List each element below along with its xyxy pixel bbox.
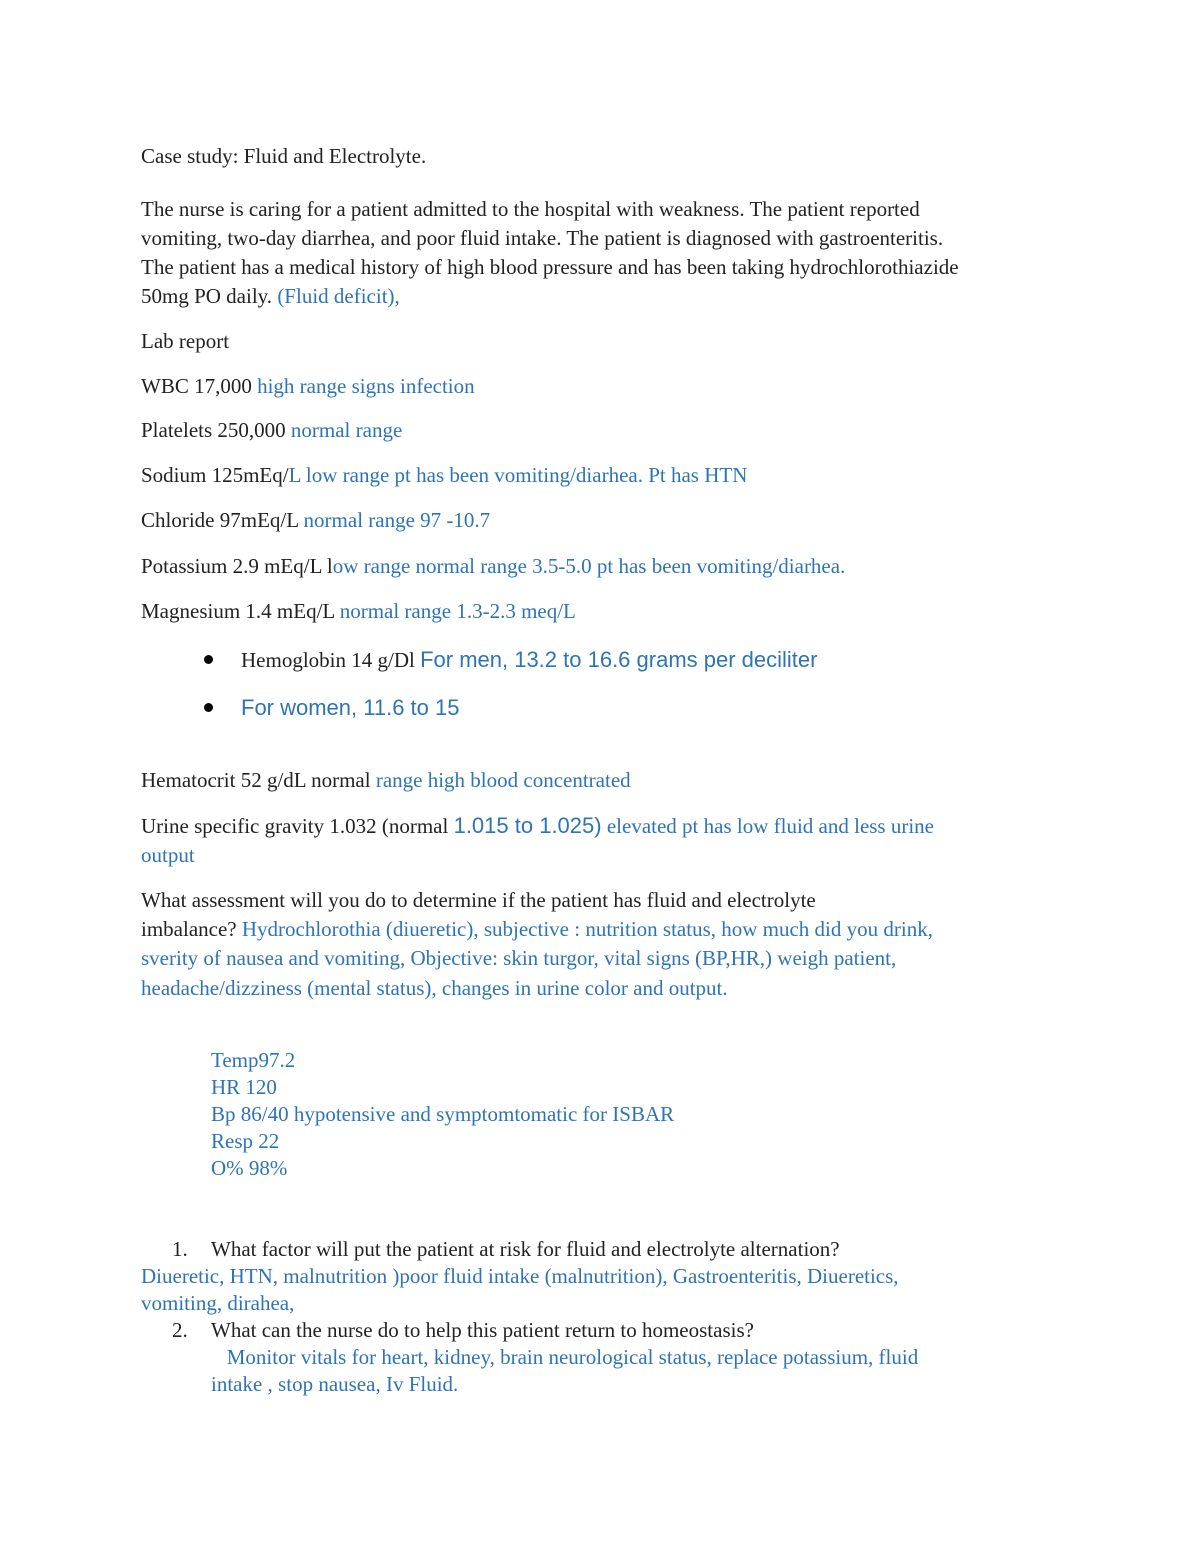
lab-note: For men, 13.2 to 16.6 grams per deciliter	[420, 647, 818, 672]
question-number: 2.	[172, 1318, 188, 1342]
document-title: Case study: Fluid and Electrolyte.	[141, 144, 427, 168]
answer-2-line-1: Monitor vitals for heart, kidney, brain neurological status, replace potassium, fluid	[211, 1345, 919, 1369]
lab-label: Magnesium 1.4 mEq/L	[141, 599, 340, 623]
lab-label: Urine specific gravity 1.032 (normal	[141, 814, 454, 838]
lab-note: range high blood concentrated	[375, 768, 631, 792]
lab-note: normal range 1.3-2.3 meq/L	[339, 599, 576, 623]
intro-text: 50mg PO daily.	[141, 284, 278, 308]
lab-note: high range signs infection	[257, 374, 475, 398]
lab-note: ow range normal range 3.5-5.0 pt has been vomiting/diarhea.	[332, 554, 846, 578]
intro-line-3: The patient has a medical history of high blood pressure and has been taking hydrochlorothiazide	[141, 255, 959, 279]
question-1: What factor will put the patient at risk for fluid and electrolyte alternation?	[211, 1237, 840, 1261]
lab-note: normal range	[290, 418, 403, 442]
lab-label: Hematocrit 52 g/dL normal	[141, 768, 376, 792]
vital-temp: Temp97.2	[211, 1048, 296, 1072]
lab-label: Platelets 250,000	[141, 418, 291, 442]
answer-1-line-2: vomiting, dirahea,	[141, 1291, 295, 1315]
lab-urine-cont: output	[141, 843, 195, 867]
vital-o2: O% 98%	[211, 1156, 288, 1180]
intro-line-2: vomiting, two-day diarrhea, and poor fluid intake. The patient is diagnosed with gastroenteritis.	[141, 226, 944, 250]
lab-hemoglobin	[241, 645, 818, 675]
lab-urine	[141, 811, 934, 841]
vital-resp: Resp 22	[211, 1129, 280, 1153]
lab-potassium	[141, 552, 845, 581]
lab-note: elevated pt has low fluid and less urine	[601, 814, 935, 838]
vital-hr: HR 120	[211, 1075, 277, 1099]
assessment-answer-3: headache/dizziness (mental status), changes in urine color and output.	[141, 976, 728, 1000]
lab-sodium	[141, 461, 747, 490]
answer-1-line-1: Diueretic, HTN, malnutrition )poor fluid intake (malnutrition), Gastroenteritis, Diueretics,	[141, 1264, 899, 1288]
bullet-icon	[204, 703, 213, 712]
assessment-question-end: imbalance?	[141, 917, 242, 941]
lab-chloride	[141, 506, 490, 535]
lab-label: Sodium 125mEq/	[141, 463, 289, 487]
lab-wbc	[141, 372, 475, 401]
vital-bp: Bp 86/40 hypotensive and symptomtomatic for ISBAR	[211, 1102, 675, 1126]
lab-platelets	[141, 416, 402, 445]
lab-range: 1.015 to 1.025)	[453, 813, 602, 838]
lab-label: Potassium 2.9 mEq/L l	[141, 554, 333, 578]
intro-line-4	[141, 282, 400, 311]
lab-label: Chloride 97mEq/L	[141, 508, 304, 532]
lab-note: L low range pt has been vomiting/diarhea. Pt has HTN	[288, 463, 748, 487]
bullet-icon	[204, 655, 213, 664]
assessment-answer-2: sverity of nausea and vomiting, Objective: skin turgor, vital signs (BP,HR,) weigh patient,	[141, 946, 897, 970]
lab-hematocrit	[141, 766, 631, 795]
lab-note: normal range 97 -10.7	[303, 508, 491, 532]
answer-2-line-2: intake , stop nausea, Iv Fluid.	[211, 1372, 459, 1396]
lab-label: Hemoglobin 14 g/Dl	[241, 648, 421, 672]
assessment-line-2	[141, 915, 933, 944]
assessment-answer: Hydrochlorothia (diueretic), subjective : nutrition status, how much did you drink,	[241, 917, 933, 941]
question-2: What can the nurse do to help this patient return to homeostasis?	[211, 1318, 754, 1342]
intro-line-1: The nurse is caring for a patient admitted to the hospital with weakness. The patient reported	[141, 197, 920, 221]
intro-answer: (Fluid deficit),	[277, 284, 400, 308]
lab-heading: Lab report	[141, 329, 230, 353]
lab-hemoglobin-women: For women, 11.6 to 15	[241, 695, 460, 720]
lab-label: WBC 17,000	[141, 374, 258, 398]
question-number: 1.	[172, 1237, 188, 1261]
lab-magnesium	[141, 597, 576, 626]
assessment-question: What assessment will you do to determine if the patient has fluid and electrolyte	[141, 888, 816, 912]
